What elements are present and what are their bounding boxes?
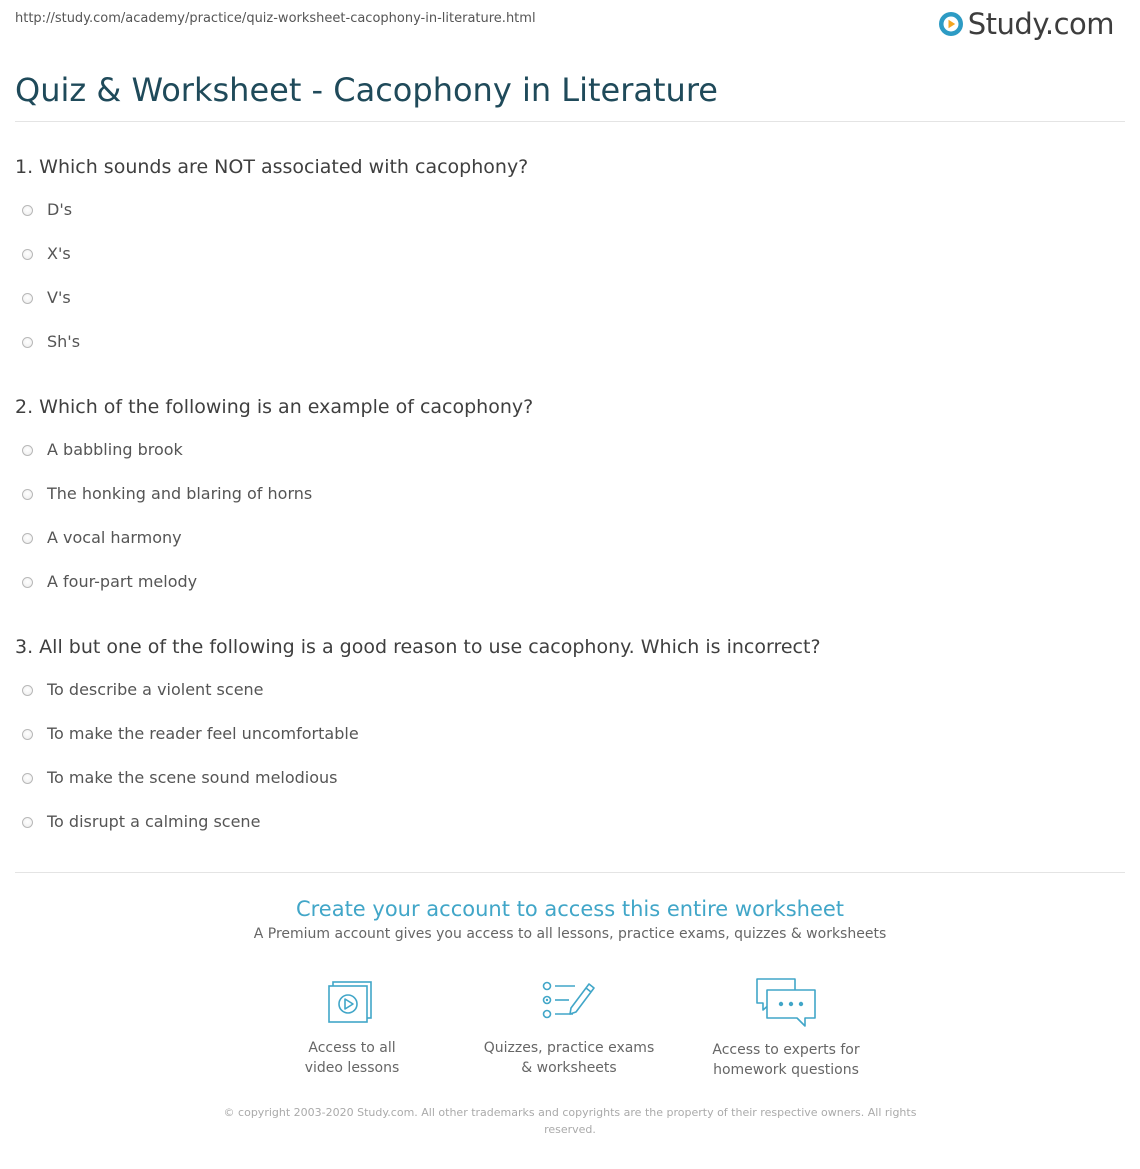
option-label: To describe a violent scene <box>47 680 264 699</box>
divider <box>15 872 1125 873</box>
feature-quizzes <box>469 976 669 1078</box>
radio-button-icon[interactable] <box>22 337 33 348</box>
feature-experts <box>686 976 886 1080</box>
option[interactable] <box>22 768 338 788</box>
feature-label-line: & worksheets <box>521 1060 617 1076</box>
option-label: To make the scene sound melodious <box>47 768 338 787</box>
cta-title-link[interactable]: Create your account to access this entire worksheet <box>295 897 845 921</box>
radio-button-icon[interactable] <box>22 729 33 740</box>
feature-label-line: Access to all <box>308 1040 396 1056</box>
copyright-text <box>210 1104 930 1138</box>
question-2-text: 2. Which of the following is an example of cacophony? <box>15 396 534 418</box>
option-label: To disrupt a calming scene <box>47 812 261 831</box>
option-label: A vocal harmony <box>47 528 182 547</box>
play-logo-icon <box>938 11 964 37</box>
option-label: To make the reader feel uncomfortable <box>47 724 359 743</box>
option[interactable] <box>22 572 197 592</box>
radio-button-icon[interactable] <box>22 249 33 260</box>
feature-label-line: Access to experts for <box>712 1042 860 1058</box>
question-1-text: 1. Which sounds are NOT associated with cacophony? <box>15 156 529 178</box>
option[interactable] <box>22 812 260 832</box>
page-title: Quiz & Worksheet - Cacophony in Literature <box>15 71 718 109</box>
option[interactable] <box>22 680 264 700</box>
feature-video-lessons <box>252 976 452 1078</box>
cta-subtitle: A Premium account gives you access to all lessons, practice exams, quizzes & worksheets <box>253 926 887 942</box>
option[interactable] <box>22 200 72 220</box>
option[interactable] <box>22 528 182 548</box>
question-3-text: 3. All but one of the following is a good reason to use cacophony. Which is incorrect? <box>15 636 821 658</box>
option-label: X's <box>47 244 71 263</box>
copyright-line: © copyright 2003-2020 Study.com. All other trademarks and copyrights are the property of their respective owners. All rights <box>223 1106 917 1119</box>
radio-button-icon[interactable] <box>22 577 33 588</box>
option-label: A babbling brook <box>47 440 183 459</box>
radio-button-icon[interactable] <box>22 773 33 784</box>
radio-button-icon[interactable] <box>22 817 33 828</box>
option[interactable] <box>22 484 312 504</box>
radio-button-icon[interactable] <box>22 533 33 544</box>
option-label: The honking and blaring of horns <box>47 484 313 503</box>
feature-label-line: homework questions <box>713 1062 859 1078</box>
video-lessons-icon <box>322 976 382 1026</box>
option-label: D's <box>47 200 73 219</box>
option[interactable] <box>22 724 359 744</box>
chat-bubbles-icon <box>754 976 818 1028</box>
feature-label-line: Quizzes, practice exams <box>483 1040 655 1056</box>
option-label: A four-part melody <box>47 572 198 591</box>
study-logo[interactable] <box>938 8 1114 40</box>
option[interactable] <box>22 244 71 264</box>
radio-button-icon[interactable] <box>22 489 33 500</box>
feature-label-line: video lessons <box>304 1060 400 1076</box>
option[interactable] <box>22 332 80 352</box>
option-label: Sh's <box>47 332 81 351</box>
divider <box>15 121 1125 122</box>
radio-button-icon[interactable] <box>22 445 33 456</box>
logo-text: Study.com <box>967 7 1114 41</box>
option[interactable] <box>22 288 71 308</box>
option[interactable] <box>22 440 183 460</box>
page-url: http://study.com/academy/practice/quiz-worksheet-cacophony-in-literature.html <box>15 11 536 26</box>
radio-button-icon[interactable] <box>22 293 33 304</box>
radio-button-icon[interactable] <box>22 685 33 696</box>
copyright-line: reserved. <box>544 1123 596 1136</box>
option-label: V's <box>47 288 71 307</box>
quiz-checklist-icon <box>539 976 599 1026</box>
radio-button-icon[interactable] <box>22 205 33 216</box>
